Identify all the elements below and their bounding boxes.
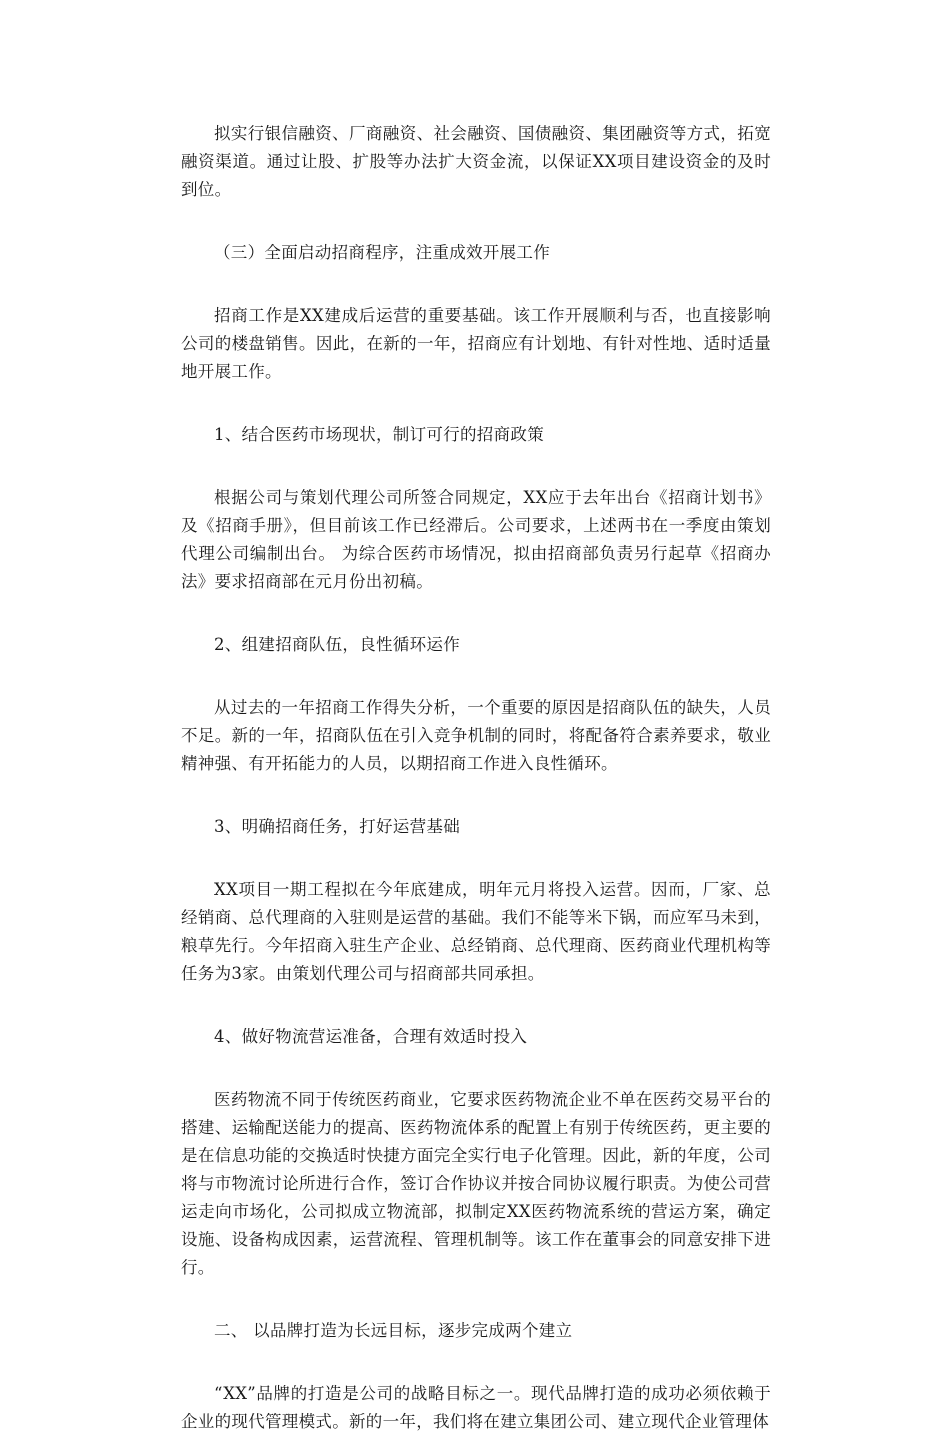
spacer: [181, 659, 771, 694]
spacer: [181, 204, 771, 239]
spacer: [181, 449, 771, 484]
spacer: [181, 841, 771, 876]
subheading-logistics: 4、做好物流营运准备，合理有效适时投入: [214, 1027, 528, 1046]
paragraph-team: 从过去的一年招商工作得失分析，一个重要的原因是招商队伍的缺失，人员不足。新的一年，招商队伍在引入竞争机制的同时，将配备符合素养要求，敬业精神强、有开拓能力的人员，以期招商工作进入良性循环。: [181, 698, 771, 773]
paragraph-policy: 根据公司与策划代理公司所签合同规定，XX应于去年出台《招商计划书》及《招商手册》，但目前该工作已经滞后。公司要求，上述两书在一季度由策划代理公司编制出台。 为综合医药市场情况，拟由招商部负责另行起草《招商办法》要求招商部在元月份出初稿。: [181, 488, 771, 591]
spacer: [181, 386, 771, 421]
subheading-policy: 1、结合医药市场现状，制订可行的招商政策: [214, 425, 544, 444]
spacer: [181, 1282, 771, 1317]
spacer: [181, 267, 771, 302]
subheading-team: 2、组建招商队伍，良性循环运作: [214, 635, 460, 654]
subheading-tasks: 3、明确招商任务，打好运营基础: [214, 817, 460, 836]
section-heading-brand: 二、 以品牌打造为长远目标，逐步完成两个建立: [214, 1321, 573, 1340]
spacer: [181, 596, 771, 631]
paragraph-brand: “XX”品牌的打造是公司的战略目标之一。现代品牌打造的成功必须依赖于企业的现代管理模式。新的一年，我们将在建立集团公司、建立现代企业管理体: [181, 1384, 771, 1431]
paragraph-tasks: XX项目一期工程拟在今年底建成，明年元月将投入运营。因而，厂家、总经销商、总代理商的入驻则是运营的基础。我们不能等米下锅，而应军马未到，粮草先行。今年招商入驻生产企业、总经销商、总代理商、医药商业代理机构等任务为3家。由策划代理公司与招商部共同承担。: [181, 880, 771, 983]
spacer: [181, 778, 771, 813]
document-page: [181, 120, 771, 1436]
spacer: [181, 1051, 771, 1086]
paragraph-logistics: 医药物流不同于传统医药商业，它要求医药物流企业不单在医药交易平台的搭建、运输配送能力的提高、医药物流体系的配置上有别于传统医药，更主要的是在信息功能的交换适时快捷方面完全实行电子化管理。因此，新的年度，公司将与市物流讨论所进行合作，签订合作协议并按合同协议履行职责。为使公司营运走向市场化，公司拟成立物流部，拟制定XX医药物流系统的营运方案，确定设施、设备构成因素，运营流程、管理机制等。该工作在董事会的同意安排下进行。: [181, 1090, 771, 1277]
paragraph-financing: 拟实行银信融资、厂商融资、社会融资、国债融资、集团融资等方式，拓宽融资渠道。通过让股、扩股等办法扩大资金流，以保证XX项目建设资金的及时到位。: [181, 124, 771, 199]
paragraph-investment-basis: 招商工作是XX建成后运营的重要基础。该工作开展顺利与否，也直接影响公司的楼盘销售。因此，在新的一年，招商应有计划地、有针对性地、适时适量地开展工作。: [181, 306, 771, 381]
section-heading-investment: （三）全面启动招商程序，注重成效开展工作: [214, 243, 550, 262]
spacer: [181, 988, 771, 1023]
spacer: [181, 1345, 771, 1380]
